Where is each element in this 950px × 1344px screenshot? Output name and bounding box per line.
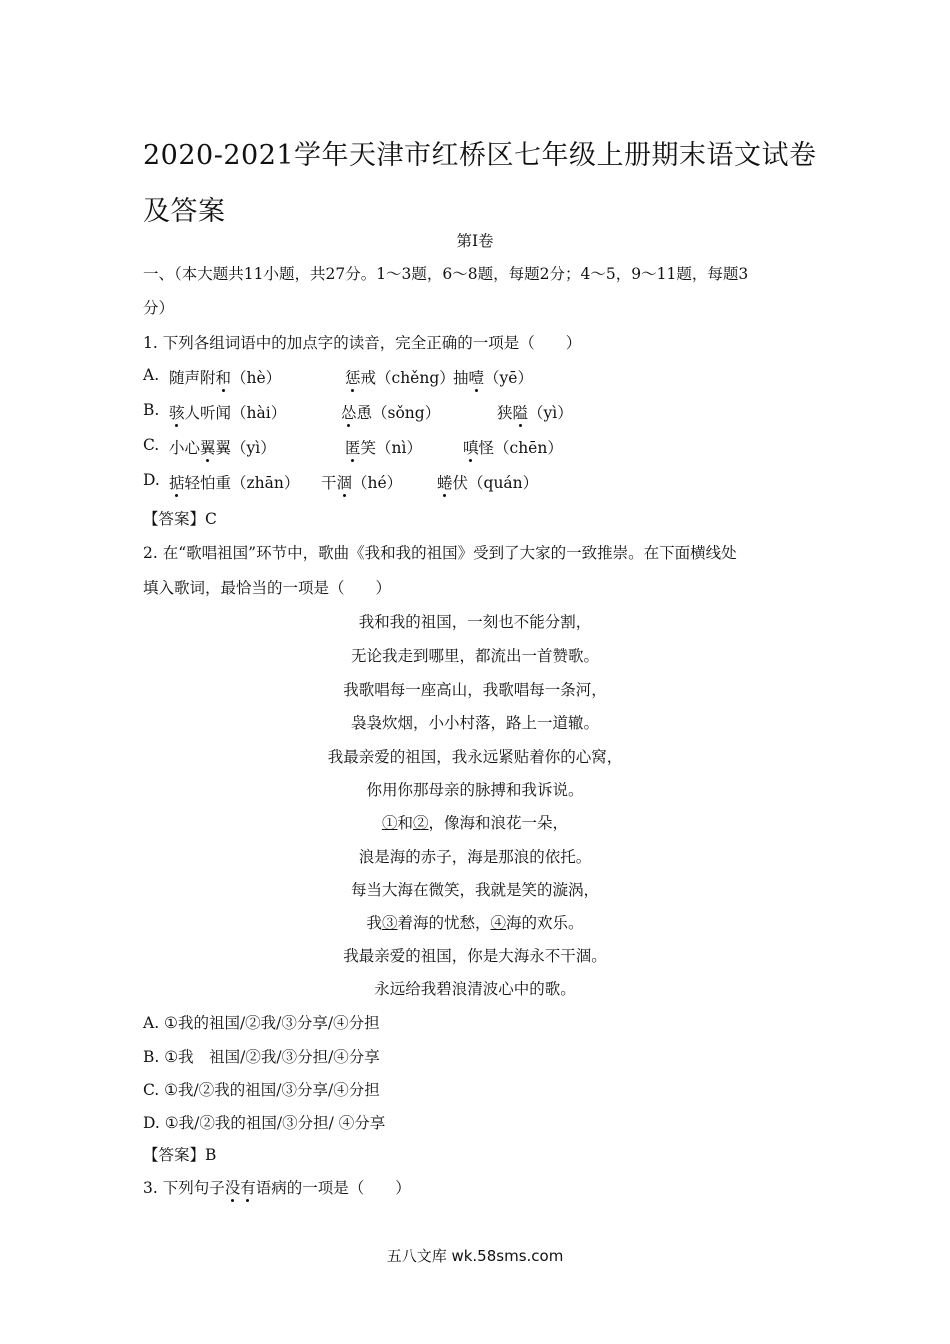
lyric-text: 着海的忧愁，: [397, 914, 491, 932]
document-title: 2020-2021学年天津市红桥区七年级上册期末语文试卷及答案: [143, 140, 817, 227]
dotted-char: 有: [240, 1179, 256, 1197]
word-text: 翼（yì）: [215, 439, 276, 457]
lyric-line: 我歌唱每一座高山，我歌唱每一条河，: [343, 681, 607, 699]
word-text: （yē）: [484, 369, 533, 387]
word-text: 人听闻（hài）: [184, 404, 287, 422]
dotted-char: 惩: [345, 369, 361, 387]
option-label: D.: [143, 471, 160, 489]
blank-1: ①: [381, 814, 398, 832]
lyric-line: 我和我的祖国，一刻也不能分割，: [358, 613, 592, 631]
blank-2: ②: [413, 814, 429, 832]
dotted-char: 匿: [345, 439, 361, 457]
dotted-char: 和: [215, 369, 232, 387]
word-text: 干: [321, 474, 337, 492]
word-text: （hé）: [352, 474, 403, 492]
volume-heading: 第Ⅰ卷: [456, 232, 494, 250]
dotted-char: 骇: [169, 404, 185, 422]
lyric-text: 和: [397, 814, 413, 832]
question-1-stem: 1. 下列各组词语中的加点字的读音，完全正确的一项是（ ）: [143, 334, 582, 352]
word-text: 伏（quán）: [452, 474, 539, 492]
dotted-char: 嗔: [463, 439, 479, 457]
word-text: 笑（nì）: [360, 439, 422, 457]
section-instructions-line1: 一、（本大题共11小题，共27分。1～3题，6～8题，每题2分；4～5，9～11题，每题3: [143, 265, 749, 283]
dotted-char: 怂: [341, 404, 357, 422]
dotted-char: 噎: [468, 369, 485, 387]
q1-answer: 【答案】C: [143, 510, 217, 528]
question-2-stem-line2: 填入歌词，最恰当的一项是（ ）: [143, 579, 392, 597]
word-text: 随声附: [169, 369, 216, 387]
stem-text: 3. 下列句子: [143, 1179, 225, 1197]
word-text: （hè）: [231, 369, 282, 387]
q2-option-b: B. ①我 祖国/②我/③分担/④分享: [143, 1048, 380, 1066]
q1-option-a: [143, 366, 533, 387]
dotted-char: 涸: [336, 474, 353, 492]
word-text: 恿（sǒng）: [356, 404, 441, 422]
lyric-line-with-blanks: [0, 811, 950, 833]
word-text: （yì）: [528, 404, 573, 422]
word-text: 小心: [169, 439, 201, 457]
q2-option-a: A. ①我的祖国/②我/③分享/④分担: [143, 1014, 380, 1032]
q1-option-d: [143, 471, 539, 492]
question-2-stem-line1: 2. 在“歌唱祖国”环节中，歌曲《我和我的祖国》受到了大家的一致推崇。在下面横线处: [143, 544, 737, 562]
lyric-line: 我最亲爱的祖国，我永远紧贴着你的心窝，: [327, 748, 623, 766]
section-instructions-line2: 分）: [143, 299, 175, 317]
dotted-char: 掂: [169, 474, 185, 492]
lyric-line: 袅袅炊烟，小小村落，路上一道辙。: [350, 714, 599, 732]
lyric-text: ，像海和浪花一朵，: [428, 814, 569, 832]
q1-option-b: [143, 401, 573, 422]
lyric-line: 无论我走到哪里，都流出一首赞歌。: [350, 647, 599, 665]
word-text: 狭: [497, 404, 513, 422]
lyric-text: 我: [366, 914, 382, 932]
option-label: B.: [143, 401, 160, 419]
stem-text: 语病的一项是（ ）: [255, 1179, 411, 1197]
word-text: 戒（chěng）: [360, 369, 455, 387]
dotted-char: 隘: [512, 404, 529, 422]
page-footer: 五八文库 wk.58sms.com: [386, 1247, 564, 1265]
lyric-line: 我最亲爱的祖国，你是大海永不干涸。: [343, 947, 607, 965]
blank-4: ④: [490, 914, 507, 932]
q1-option-c: [143, 436, 563, 457]
option-label: A.: [143, 366, 160, 384]
lyric-line: 浪是海的赤子，海是那浪的依托。: [358, 848, 592, 866]
lyric-text: 海的欢乐。: [506, 914, 584, 932]
blank-3: ③: [381, 914, 398, 932]
q2-option-c: C. ①我/②我的祖国/③分享/④分担: [143, 1081, 380, 1099]
option-label: C.: [143, 436, 160, 454]
dotted-char: 翼: [200, 439, 216, 457]
word-text: 抽: [453, 369, 469, 387]
dotted-char: 蜷: [437, 474, 453, 492]
q2-answer: 【答案】B: [143, 1146, 217, 1164]
word-text: 轻怕重（zhān）: [184, 474, 300, 492]
lyric-line: 你用你那母亲的脉搏和我诉说。: [366, 781, 584, 799]
word-text: 怪（chēn）: [478, 439, 563, 457]
q2-option-d: D. ①我/②我的祖国/③分担/ ④分享: [143, 1114, 386, 1132]
question-3-stem: [143, 1176, 411, 1198]
lyric-line: 每当大海在微笑，我就是笑的漩涡，: [350, 881, 599, 899]
lyric-line-with-blanks: [0, 911, 950, 933]
lyric-line: 永远给我碧浪清波心中的歌。: [374, 980, 576, 998]
dotted-char: 没: [224, 1179, 241, 1197]
